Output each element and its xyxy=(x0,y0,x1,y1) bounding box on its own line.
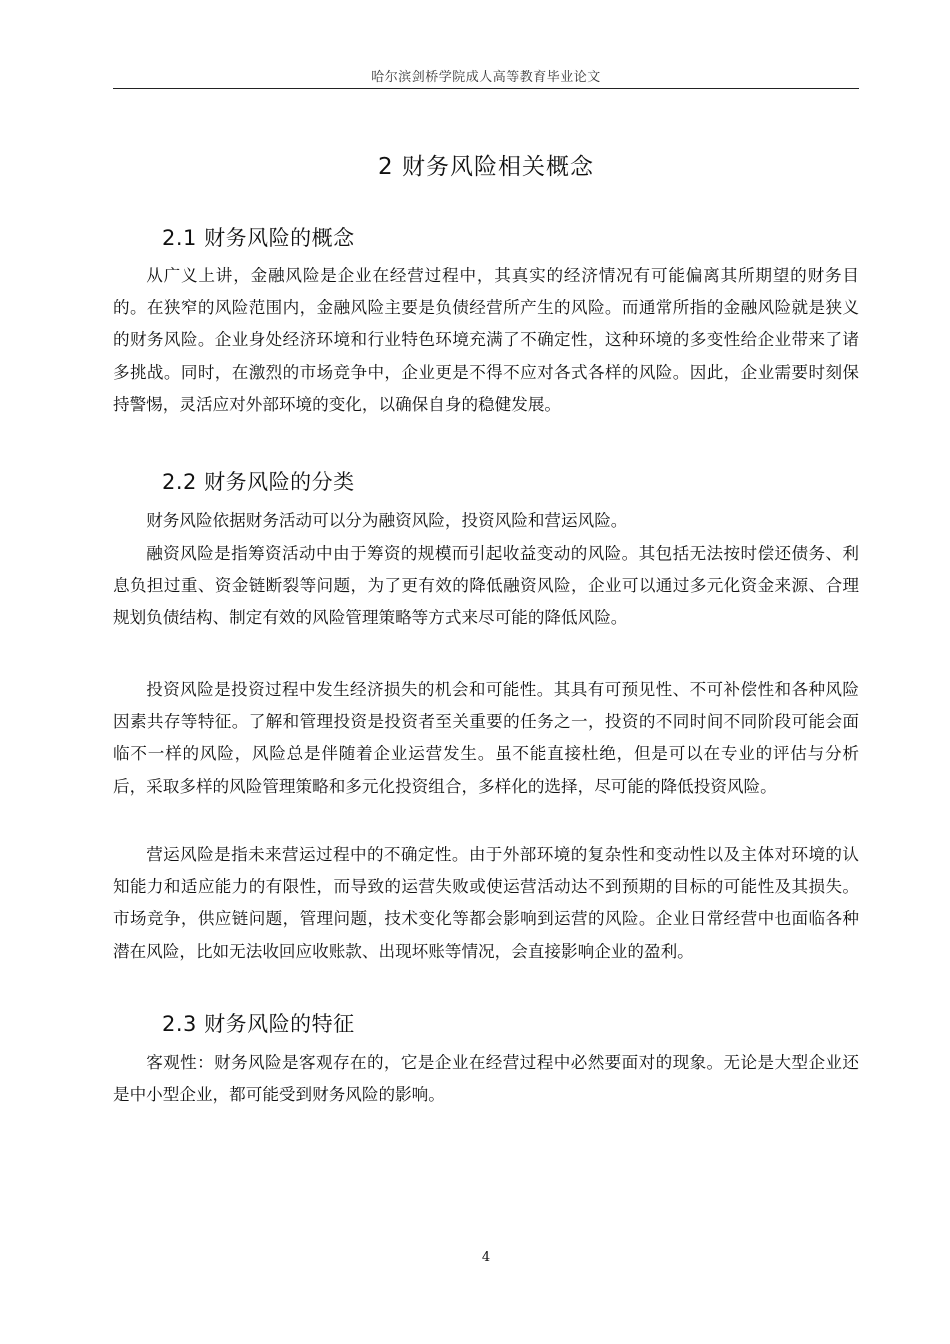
running-header: 哈尔滨剑桥学院成人高等教育毕业论文 xyxy=(371,70,601,85)
paragraph-financing-risk: 融资风险是指筹资活动中由于筹资的规模而引起收益变动的风险。其包括无法按时偿还债务、利息负担过重、资金链断裂等问题，为了更有效的降低融资风险，企业可以通过多元化资金来源、合理规划负债结构、制定有效的风险管理策略等方式来尽可能的降低风险。 xyxy=(113,544,859,628)
chapter-title: 2 财务风险相关概念 xyxy=(378,154,594,180)
section-title-2-1: 2.1 财务风险的概念 xyxy=(162,226,355,250)
page-number: 4 xyxy=(481,1250,491,1265)
paragraph-risk-classification: 财务风险依据财务活动可以分为融资风险，投资风险和营运风险。 xyxy=(146,511,628,530)
section-title-2-3: 2.3 财务风险的特征 xyxy=(162,1012,355,1036)
header-rule xyxy=(113,88,859,89)
paragraph-risk-concept: 从广义上讲，金融风险是企业在经营过程中，其真实的经济情况有可能偏离其所期望的财务目的。在狭窄的风险范围内，金融风险主要是负债经营所产生的风险。而通常所指的金融风险就是狭义的财务风险。企业身处经济环境和行业特色环境充满了不确定性，这种环境的多变性给企业带来了诸多挑战。同时，在激烈的市场竞争中，企业更是不得不应对各式各样的风险。因此，企业需要时刻保持警惕，灵活应对外部环境的变化，以确保自身的稳健发展。 xyxy=(113,266,859,414)
paragraph-investment-risk: 投资风险是投资过程中发生经济损失的机会和可能性。其具有可预见性、不可补偿性和各种风险因素共存等特征。了解和管理投资是投资者至关重要的任务之一，投资的不同时间不同阶段可能会面临不一样的风险，风险总是伴随着企业运营发生。虽不能直接杜绝，但是可以在专业的评估与分析后，采取多样的风险管理策略和多元化投资组合，多样化的选择，尽可能的降低投资风险。 xyxy=(113,680,859,796)
paragraph-objectivity: 客观性：财务风险是客观存在的，它是企业在经营过程中必然要面对的现象。无论是大型企业还是中小型企业，都可能受到财务风险的影响。 xyxy=(113,1053,859,1105)
paragraph-operating-risk: 营运风险是指未来营运过程中的不确定性。由于外部环境的复杂性和变动性以及主体对环境的认知能力和适应能力的有限性，而导致的运营失败或使运营活动达不到预期的目标的可能性及其损失。市场竞争，供应链问题，管理问题，技术变化等都会影响到运营的风险。企业日常经营中也面临各种潜在风险，比如无法收回应收账款、出现坏账等情况，会直接影响企业的盈利。 xyxy=(113,845,859,961)
section-title-2-2: 2.2 财务风险的分类 xyxy=(162,470,355,494)
